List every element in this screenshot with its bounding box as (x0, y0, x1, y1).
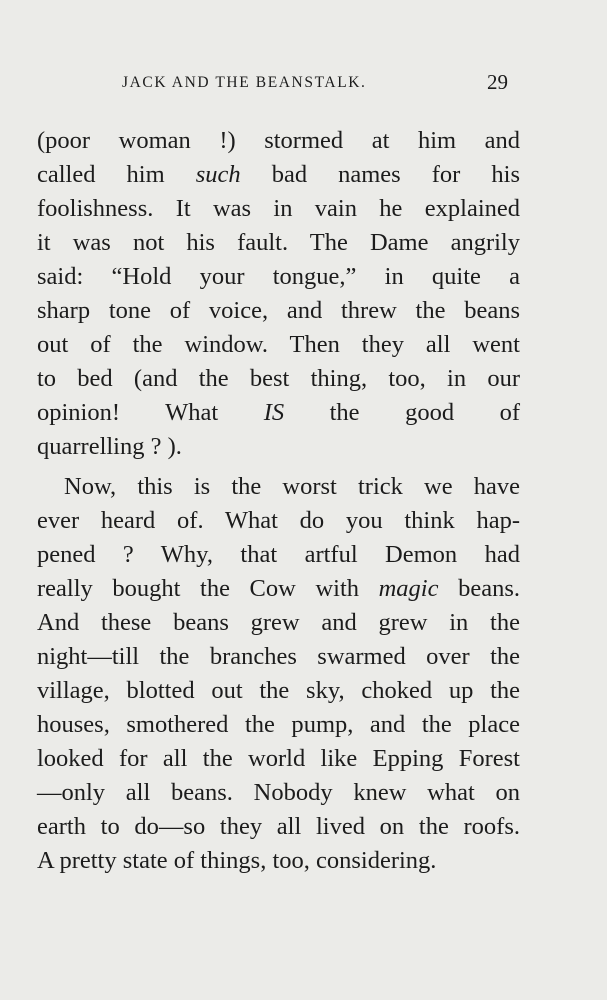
text-segment: village, blotted out the sky, choked up the (37, 677, 520, 704)
text-segment: And these beans grew and grew in the (37, 609, 520, 636)
body-text (37, 124, 520, 878)
text-segment: earth to do—so they all lived on the roofs. (37, 813, 520, 840)
text-segment: to bed (and the best thing, too, in our (37, 365, 520, 392)
text-segment: (poor woman !) stormed at him and (37, 127, 520, 154)
text-segment: called him (37, 161, 196, 188)
text-line (37, 362, 520, 396)
text-segment: said: “Hold your tongue,” in quite a (37, 263, 520, 290)
text-segment: sharp tone of voice, and threw the beans (37, 297, 520, 324)
page-header (0, 70, 607, 98)
text-line (37, 640, 520, 674)
text-line (37, 742, 520, 776)
text-line (37, 470, 520, 504)
text-line (37, 226, 520, 260)
text-line (37, 674, 520, 708)
text-line (37, 294, 520, 328)
text-segment: pened ? Why, that artful Demon had (37, 541, 520, 568)
text-segment: —only all beans. Nobody knew what on (37, 779, 520, 806)
text-line (37, 328, 520, 362)
text-line (37, 192, 520, 226)
text-segment: Now, this is the worst trick we have (64, 473, 520, 500)
text-line (37, 260, 520, 294)
text-segment: opinion! What (37, 399, 264, 426)
text-line (37, 606, 520, 640)
text-line (37, 158, 520, 192)
italic-text: magic (378, 575, 439, 602)
text-segment: it was not his fault. The Dame angrily (37, 229, 520, 256)
page-number: 29 (487, 70, 508, 94)
text-segment: foolishness. It was in vain he explained (37, 195, 520, 222)
text-segment: quarrelling ? ). (37, 433, 182, 460)
text-segment: houses, smothered the pump, and the place (37, 711, 520, 738)
running-title: JACK AND THE BEANSTALK. (122, 74, 367, 91)
text-segment: really bought the Cow with (37, 575, 379, 602)
text-segment: looked for all the world like Epping Forest (37, 745, 520, 772)
text-segment: A pretty state of things, too, considering. (37, 847, 437, 874)
text-line (37, 810, 520, 844)
text-segment: beans. (438, 575, 520, 602)
text-segment: out of the window. Then they all went (37, 331, 520, 358)
text-line (37, 844, 520, 878)
text-line (37, 776, 520, 810)
text-line (37, 538, 520, 572)
text-line (37, 504, 520, 538)
text-line (37, 708, 520, 742)
paragraph (37, 124, 520, 464)
italic-text: such (195, 161, 241, 188)
text-segment: night—till the branches swarmed over the (37, 643, 520, 670)
text-segment: the good of (284, 399, 521, 426)
text-line (37, 124, 520, 158)
text-line (37, 396, 520, 430)
paragraph (37, 470, 520, 878)
text-segment: ever heard of. What do you think hap- (37, 507, 520, 534)
text-line (37, 430, 520, 464)
text-segment: bad names for his (240, 161, 520, 188)
italic-text: IS (263, 399, 285, 426)
text-line (37, 572, 520, 606)
